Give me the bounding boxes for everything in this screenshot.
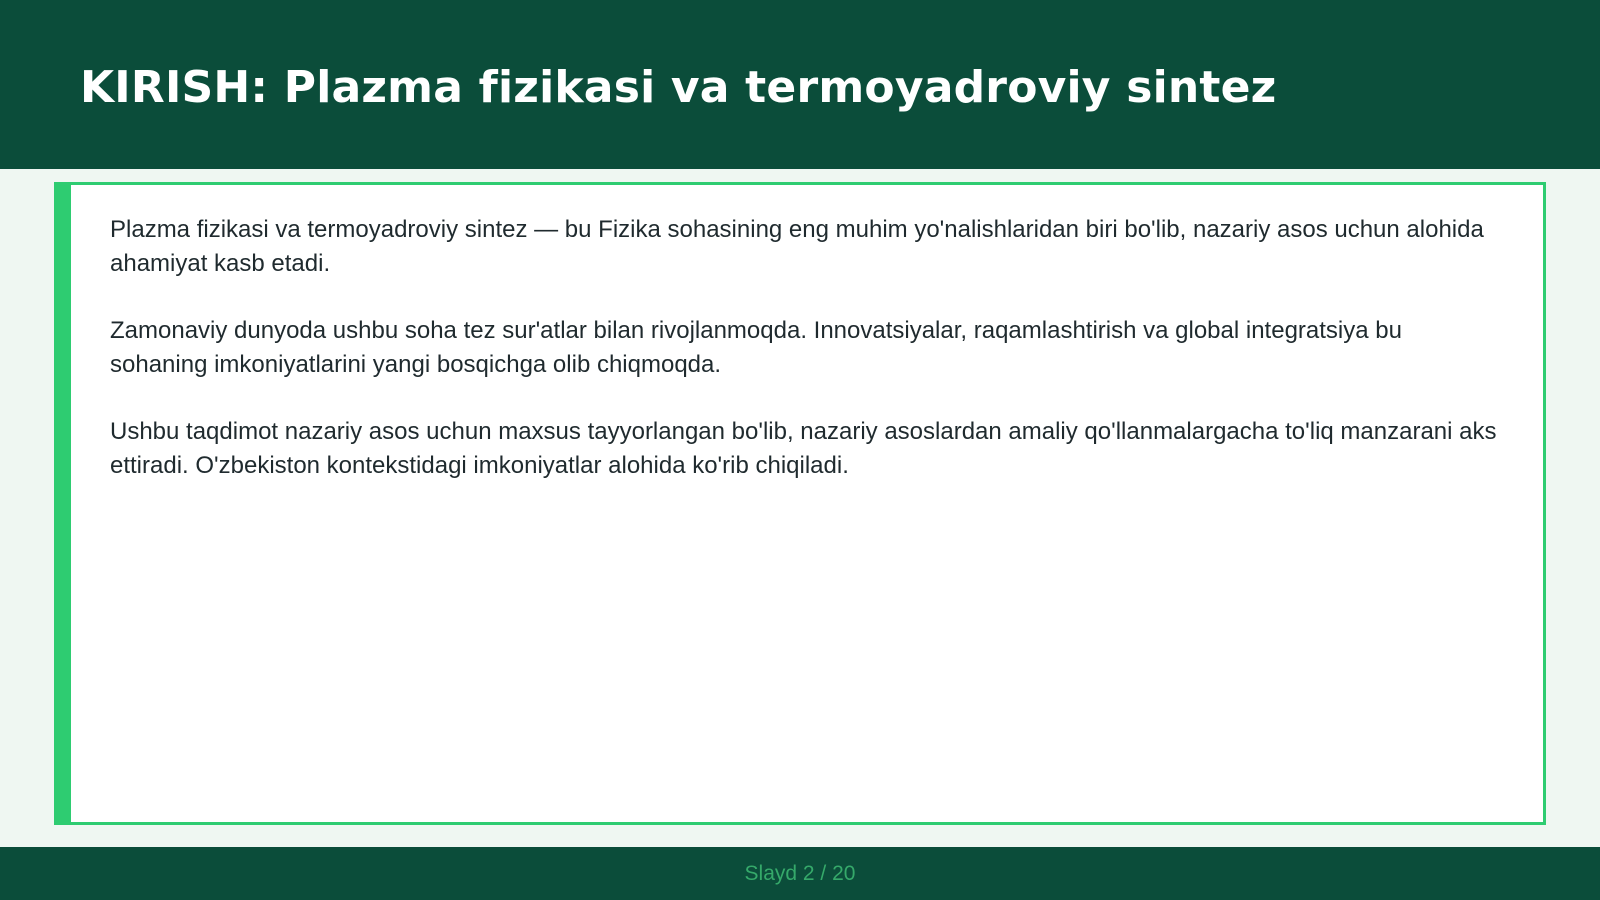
slide-footer [0, 847, 1600, 900]
slide-title: KIRISH: Plazma fizikasi va termoyadroviy sintez [80, 62, 1277, 113]
paragraph-intro: Plazma fizikasi va termoyadroviy sintez — bu Fizika sohasining eng muhim yo'nalishlaridan biri bo'lib, nazariy asos uchun alohida ahamiyat kasb etadi. [110, 216, 1484, 277]
paragraph-presentation-purpose: Ushbu taqdimot nazariy asos uchun maxsus tayyorlangan bo'lib, nazariy asoslardan amaliy qo'llanmalargacha to'liq manzarani aks ettiradi. O'zbekiston kontekstidagi imkoniyatlar alohida ko'rib chiqiladi. [110, 418, 1497, 479]
paragraph-modern-world: Zamonaviy dunyoda ushbu soha tez sur'atlar bilan rivojlanmoqda. Innovatsiyalar, raqamlashtirish va global integratsiya bu sohaning imkoniyatlarini yangi bosqichga olib chiqmoqda. [110, 317, 1402, 378]
slide-header [0, 0, 1600, 169]
slide-counter: Slayd 2 / 20 [744, 861, 856, 885]
content-card [54, 182, 1546, 825]
content-body [110, 213, 1500, 516]
